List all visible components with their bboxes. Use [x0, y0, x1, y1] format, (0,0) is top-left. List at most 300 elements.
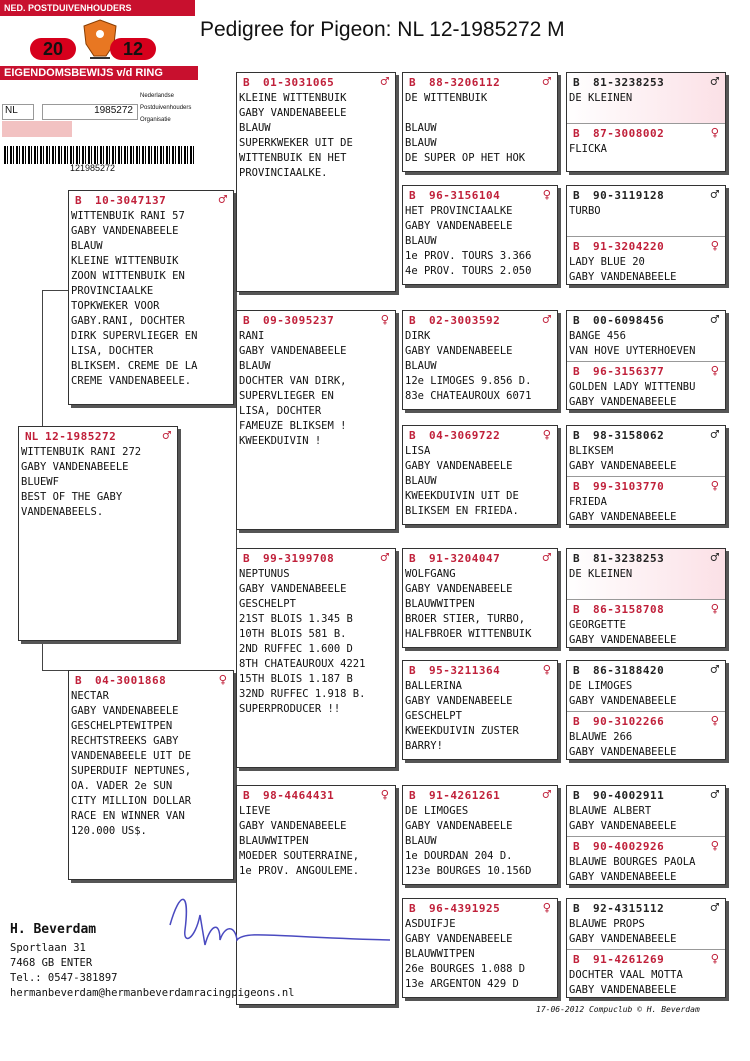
country-code: B	[573, 364, 580, 378]
detail-line: GABY VANDENABEELE	[405, 933, 513, 945]
ring-number: 86-3158708	[593, 602, 665, 616]
country-code: B	[573, 602, 580, 616]
pigeon-details	[567, 915, 725, 947]
ring-number: 98-4464431	[263, 788, 335, 802]
detail-line: 1e PROV. TOURS 3.366	[405, 250, 532, 262]
pigeon-details	[567, 140, 725, 157]
gg-content	[567, 786, 725, 834]
gg-content	[567, 477, 725, 525]
ring-number: 12-1985272	[45, 429, 117, 443]
ring-header	[237, 311, 395, 327]
ring-number: 96-3156104	[429, 188, 501, 202]
ring-number: 00-6098456	[593, 313, 665, 327]
great-grandparent-cell	[567, 786, 725, 836]
male-symbol-icon: ♂	[710, 787, 719, 803]
ring-header	[567, 477, 725, 493]
male-symbol-icon: ♂	[162, 428, 171, 444]
ring-number: 87-3008002	[593, 126, 665, 140]
pedigree-box-g7	[402, 785, 558, 885]
g7-content	[403, 786, 557, 879]
female-symbol-icon: ♀	[710, 125, 719, 141]
ownership-heading: EIGENDOMSBEWIJS v/d RING	[0, 66, 198, 80]
pigeon-details	[403, 915, 557, 992]
country-code: B	[573, 714, 580, 728]
npo-line: Organisatie	[140, 117, 171, 123]
ring-number: 91-3204047	[429, 551, 501, 565]
ring-header	[567, 426, 725, 442]
detail-line: GABY VANDENABEELE	[569, 820, 677, 832]
email-link[interactable]: hermanbeverdam@hermanbeverdamracingpigeons.nl	[10, 987, 295, 999]
female-symbol-icon: ♀	[542, 187, 551, 203]
ring-number: 96-4391925	[429, 901, 501, 915]
pigeon-details	[567, 677, 725, 709]
pigeon-details	[567, 378, 725, 410]
ring-number: 02-3003592	[429, 313, 501, 327]
detail-line: BLAUWWITPEN	[239, 835, 309, 847]
detail-line: GESCHELPT	[239, 598, 296, 610]
detail-line: OA. VADER 2e SUN	[71, 780, 173, 792]
detail-line: SUPERKWEKER UIT DE	[239, 137, 353, 149]
ring-number-field: 1985272	[42, 104, 138, 120]
detail-line: SUPERPRODUCER !!	[239, 703, 341, 715]
detail-line: BLAUW	[405, 835, 437, 847]
detail-line: 15TH BLOIS 1.187 B	[239, 673, 353, 685]
ring-header	[567, 899, 725, 915]
detail-line: KLEINE WITTENBUIK	[71, 255, 179, 267]
detail-line: LISA	[405, 445, 431, 457]
year-right: 12	[110, 38, 156, 60]
great-grandparent-pair	[566, 310, 726, 410]
country-code: B	[409, 313, 416, 327]
detail-line: PROVINCIAALKE	[71, 285, 154, 297]
male-symbol-icon: ♂	[542, 550, 551, 566]
g4-content	[403, 426, 557, 519]
great-grandparent-pair	[566, 660, 726, 760]
detail-line: BLAUW	[405, 235, 437, 247]
detail-line: BLAUW	[405, 122, 437, 134]
detail-line: DOCHTER VAAL MOTTA	[569, 969, 683, 981]
address-line: 7468 GB ENTER	[10, 957, 93, 969]
gg-content	[567, 950, 725, 998]
detail-line: BLIKSEM. CREME DE LA	[71, 360, 198, 372]
ring-number: 88-3206112	[429, 75, 501, 89]
detail-line: BANGE 456	[569, 330, 626, 342]
pedigree-box-ds	[236, 548, 396, 768]
detail-line: GABY VANDENABEELE	[569, 746, 677, 758]
gg-content	[567, 600, 725, 648]
great-grandparent-cell	[567, 361, 725, 412]
detail-line: WOLFGANG	[405, 568, 456, 580]
pigeon-details	[237, 327, 395, 449]
gg-content	[567, 73, 725, 106]
detail-line: BARRY!	[405, 740, 443, 752]
org-banner: NED. POSTDUIVENHOUDERS ORGANISATIE	[0, 0, 195, 16]
pedigree-box-dam	[68, 670, 234, 880]
dam-content	[69, 671, 233, 839]
ring-header	[19, 427, 177, 443]
detail-line: DIRK	[405, 330, 431, 342]
detail-line: FAMEUZE BLIKSEM !	[239, 420, 347, 432]
ring-number: 99-3103770	[593, 479, 665, 493]
pigeon-details	[403, 442, 557, 519]
detail-line: NECTAR	[71, 690, 109, 702]
detail-line: DOCHTER VAN DIRK,	[239, 375, 347, 387]
detail-line: GEORGETTE	[569, 619, 626, 631]
gg-content	[567, 661, 725, 709]
ring-header	[567, 73, 725, 89]
detail-line: DE LIMOGES	[405, 805, 469, 817]
ring-header	[567, 237, 725, 253]
ss-content	[237, 73, 395, 181]
detail-line: BALLERINA	[405, 680, 462, 692]
detail-line: LIEVE	[239, 805, 271, 817]
detail-line: GABY VANDENABEELE	[405, 220, 513, 232]
female-symbol-icon: ♀	[380, 787, 389, 803]
great-grandparent-pair	[566, 548, 726, 648]
detail-line: GABY VANDENABEELE	[239, 820, 347, 832]
detail-line: NEPTUNUS	[239, 568, 290, 580]
detail-line: 120.000 US$.	[71, 825, 147, 837]
female-symbol-icon: ♀	[380, 312, 389, 328]
female-symbol-icon: ♀	[218, 672, 227, 688]
detail-line: KLEINE WITTENBUIK	[239, 92, 347, 104]
ring-number: 04-3001868	[95, 673, 167, 687]
detail-line: 10TH BLOIS 581 B.	[239, 628, 347, 640]
detail-line: GESCHELPT	[405, 710, 462, 722]
gg-content	[567, 426, 725, 474]
ring-header	[567, 661, 725, 677]
great-grandparent-cell	[567, 949, 725, 1000]
ring-number: 81-3238253	[593, 551, 665, 565]
ring-number: 86-3188420	[593, 663, 665, 677]
detail-line: VAN HOVE UYTERHOEVEN	[569, 345, 696, 357]
detail-line: PROVINCIAALKE.	[239, 167, 328, 179]
detail-line: GABY VANDENABEELE	[569, 933, 677, 945]
detail-line: BLAUW	[239, 360, 271, 372]
country-code: B	[409, 551, 416, 565]
ring-number: 04-3069722	[429, 428, 501, 442]
subject-content	[19, 427, 177, 520]
detail-line: DE LIMOGES	[569, 680, 633, 692]
detail-line: CITY MILLION DOLLAR	[71, 795, 192, 807]
detail-line: DIRK SUPERVLIEGER EN	[71, 330, 198, 342]
male-symbol-icon: ♂	[218, 192, 227, 208]
country-code: B	[409, 428, 416, 442]
country-code: B	[573, 788, 580, 802]
detail-line: 8TH CHATEAUROUX 4221	[239, 658, 366, 670]
detail-line: FRIEDA	[569, 496, 607, 508]
country-code: B	[573, 428, 580, 442]
male-symbol-icon: ♂	[710, 427, 719, 443]
g5-content	[403, 549, 557, 642]
detail-line: GABY VANDENABEELE	[569, 871, 677, 883]
great-grandparent-cell	[567, 549, 725, 599]
female-symbol-icon: ♀	[710, 951, 719, 967]
pedigree-box-g3	[402, 310, 558, 410]
pigeon-details	[567, 442, 725, 474]
detail-line: GABY VANDENABEELE	[569, 271, 677, 283]
great-grandparent-pair	[566, 425, 726, 525]
female-symbol-icon: ♀	[710, 478, 719, 494]
ring-certificate	[0, 0, 200, 175]
detail-line: LADY BLUE 20	[569, 256, 645, 268]
country-code: B	[75, 193, 82, 207]
detail-line: DE SUPER OP HET HOK	[405, 152, 526, 164]
detail-line: GOLDEN LADY WITTENBU	[569, 381, 696, 393]
page-title: Pedigree for Pigeon: NL 12-1985272 M	[200, 18, 565, 41]
detail-line: BEST OF THE GABY	[21, 491, 123, 503]
great-grandparent-pair	[566, 898, 726, 998]
detail-line: HALFBROER WITTENBUIK	[405, 628, 532, 640]
gg-content	[567, 237, 725, 285]
country-code: B	[573, 75, 580, 89]
pedigree-box-subject	[18, 426, 178, 641]
country-code: B	[573, 188, 580, 202]
gg-content	[567, 311, 725, 359]
ring-header	[403, 899, 557, 915]
ring-number: 99-3199708	[263, 551, 335, 565]
ring-number: 90-3102266	[593, 714, 665, 728]
detail-line: LISA, DOCHTER	[71, 345, 154, 357]
country-code: B	[243, 551, 250, 565]
detail-line: SUPERDUIF NEPTUNES,	[71, 765, 192, 777]
male-symbol-icon: ♂	[542, 787, 551, 803]
detail-line: RACE EN WINNER VAN	[71, 810, 185, 822]
detail-line: BLAUWE ALBERT	[569, 805, 652, 817]
ring-number: 91-3204220	[593, 239, 665, 253]
detail-line: HET PROVINCIAALKE	[405, 205, 513, 217]
detail-line: WITTENBUIK RANI 57	[71, 210, 185, 222]
male-symbol-icon: ♂	[710, 187, 719, 203]
ring-header	[567, 600, 725, 616]
male-symbol-icon: ♂	[380, 74, 389, 90]
great-grandparent-cell	[567, 123, 725, 174]
ring-number: 10-3047137	[95, 193, 167, 207]
gg-content	[567, 899, 725, 947]
detail-line: MOEDER SOUTERRAINE,	[239, 850, 360, 862]
detail-line: TURBO	[569, 205, 601, 217]
pedigree-box-g1	[402, 72, 558, 172]
ds-content	[237, 549, 395, 717]
great-grandparent-cell	[567, 661, 725, 711]
male-symbol-icon: ♂	[710, 662, 719, 678]
detail-line: BLAUWE PROPS	[569, 918, 645, 930]
detail-line: ASDUIFJE	[405, 918, 456, 930]
detail-line: 123e BOURGES 10.156D	[405, 865, 532, 877]
ring-header	[567, 124, 725, 140]
connector	[42, 670, 68, 671]
ring-header	[403, 426, 557, 442]
male-symbol-icon: ♂	[380, 550, 389, 566]
pedigree-box-g5	[402, 548, 558, 648]
detail-line: SUPERVLIEGER EN	[239, 390, 334, 402]
ring-header	[69, 191, 233, 207]
detail-line	[405, 106, 555, 121]
connector	[42, 290, 43, 426]
pigeon-details	[567, 493, 725, 525]
detail-line: 32ND RUFFEC 1.918 B.	[239, 688, 366, 700]
detail-line: GABY VANDENABEELE	[569, 695, 677, 707]
detail-line: GABY VANDENABEELE	[569, 634, 677, 646]
country-code: B	[409, 75, 416, 89]
country-code: B	[573, 239, 580, 253]
great-grandparent-cell	[567, 599, 725, 650]
detail-line: GABY VANDENABEELE	[239, 345, 347, 357]
gg-content	[567, 712, 725, 760]
great-grandparent-pair	[566, 185, 726, 285]
female-symbol-icon: ♀	[710, 713, 719, 729]
detail-line: VANDENABEELE UIT DE	[71, 750, 192, 762]
ring-header	[567, 837, 725, 853]
country-strip	[2, 121, 72, 137]
ring-number: 98-3158062	[593, 428, 665, 442]
country-code: B	[573, 839, 580, 853]
detail-line: 12e LIMOGES 9.856 D.	[405, 375, 532, 387]
pedigree-box-g2	[402, 185, 558, 285]
detail-line: GABY VANDENABEELE	[569, 511, 677, 523]
detail-line: GABY VANDENABEELE	[569, 460, 677, 472]
pigeon-details	[567, 853, 725, 885]
detail-line: DE KLEINEN	[569, 92, 633, 104]
g2-content	[403, 186, 557, 279]
sire-content	[69, 191, 233, 389]
npo-block	[140, 90, 191, 126]
male-symbol-icon: ♂	[710, 312, 719, 328]
detail-line: WITTENBUIK RANI 272	[21, 446, 142, 458]
male-symbol-icon: ♂	[542, 312, 551, 328]
great-grandparent-cell	[567, 73, 725, 123]
ring-number: 90-4002911	[593, 788, 665, 802]
detail-line: BLAUW	[405, 360, 437, 372]
pigeon-details	[403, 327, 557, 404]
female-symbol-icon: ♀	[710, 601, 719, 617]
great-grandparent-cell	[567, 311, 725, 361]
detail-line: FLICKA	[569, 143, 607, 155]
detail-line: TOPKWEKER VOOR	[71, 300, 160, 312]
country-code: B	[409, 788, 416, 802]
barcode-text: 121985272	[70, 163, 116, 173]
detail-line: RECHTSTREEKS GABY	[71, 735, 179, 747]
pigeon-details	[19, 443, 177, 520]
ring-header	[567, 549, 725, 565]
pigeon-details	[403, 802, 557, 879]
country-code: B	[573, 126, 580, 140]
ring-header	[567, 311, 725, 327]
male-symbol-icon: ♂	[710, 550, 719, 566]
ring-header	[567, 186, 725, 202]
male-symbol-icon: ♂	[542, 74, 551, 90]
gg-content	[567, 549, 725, 582]
detail-line: DE KLEINEN	[569, 568, 633, 580]
g6-content	[403, 661, 557, 754]
ring-header	[403, 311, 557, 327]
detail-line: GABY VANDENABEELE	[569, 396, 677, 408]
pigeon-details	[403, 89, 557, 166]
detail-line: 13e ARGENTON 429 D	[405, 978, 519, 990]
country-code: B	[75, 673, 82, 687]
great-grandparent-pair	[566, 72, 726, 172]
country-code: B	[243, 788, 250, 802]
pedigree-box-ss	[236, 72, 396, 292]
detail-line: GESCHELPTEWITPEN	[71, 720, 173, 732]
detail-line: DE WITTENBUIK	[405, 92, 488, 104]
great-grandparent-cell	[567, 711, 725, 762]
detail-line: WITTENBUIK EN HET	[239, 152, 347, 164]
great-grandparent-cell	[567, 899, 725, 949]
ring-header	[567, 786, 725, 802]
pedigree-box-sd	[236, 310, 396, 530]
country-code: B	[573, 479, 580, 493]
detail-line: BLIKSEM EN FRIEDA.	[405, 505, 519, 517]
ring-header	[403, 549, 557, 565]
pigeon-details	[567, 565, 725, 582]
pigeon-details	[567, 616, 725, 648]
detail-line: ZOON WITTENBUIK EN	[71, 270, 185, 282]
npo-line: Postduivenhouders	[140, 105, 192, 111]
ring-header	[69, 671, 233, 687]
ring-number: 90-4002926	[593, 839, 665, 853]
barcode	[4, 146, 194, 164]
detail-line: BLAUW	[405, 137, 437, 149]
ring-header	[237, 549, 395, 565]
female-symbol-icon: ♀	[710, 838, 719, 854]
detail-line: 2ND RUFFEC 1.600 D	[239, 643, 353, 655]
detail-line: BLAUWE 266	[569, 731, 633, 743]
detail-line: GABY VANDENABEELE	[71, 225, 179, 237]
gg-content	[567, 186, 725, 219]
detail-line: GABY VANDENABEELE	[405, 695, 513, 707]
detail-line: BROER STIER, TURBO,	[405, 613, 526, 625]
detail-line: GABY VANDENABEELE	[569, 984, 677, 996]
detail-line: RANI	[239, 330, 265, 342]
ring-header	[567, 712, 725, 728]
detail-line: BLAUWWITPEN	[405, 598, 475, 610]
phone: Tel.: 0547-381897	[10, 972, 118, 984]
g3-content	[403, 311, 557, 404]
pedigree-box-sire	[68, 190, 234, 405]
female-symbol-icon: ♀	[542, 900, 551, 916]
ring-header	[403, 786, 557, 802]
ring-number: 96-3156377	[593, 364, 665, 378]
connector	[42, 290, 68, 291]
country-code: B	[573, 663, 580, 677]
country-code: B	[573, 952, 580, 966]
male-symbol-icon: ♂	[710, 900, 719, 916]
ring-number: 01-3031065	[263, 75, 335, 89]
pigeon-details	[237, 565, 395, 717]
male-symbol-icon: ♂	[710, 74, 719, 90]
great-grandparent-cell	[567, 836, 725, 887]
detail-line: BLIKSEM	[569, 445, 614, 457]
country-code: NL	[25, 429, 39, 443]
g8-content	[403, 899, 557, 992]
country-code: B	[243, 75, 250, 89]
detail-line: VANDENABEELS.	[21, 506, 104, 518]
pedigree-box-g4	[402, 425, 558, 525]
detail-line: GABY VANDENABEELE	[405, 583, 513, 595]
pigeon-details	[69, 687, 233, 839]
detail-line: GABY VANDENABEELE	[405, 820, 513, 832]
ring-number: 95-3211364	[429, 663, 501, 677]
great-grandparent-cell	[567, 476, 725, 527]
detail-line: CREME VANDENABEELE.	[71, 375, 192, 387]
detail-line: KWEEKDUIVIN UIT DE	[405, 490, 519, 502]
ring-header	[567, 950, 725, 966]
address-line: Sportlaan 31	[10, 942, 86, 954]
ring-header	[237, 786, 395, 802]
female-symbol-icon: ♀	[710, 238, 719, 254]
detail-line: GABY VANDENABEELE	[239, 583, 347, 595]
